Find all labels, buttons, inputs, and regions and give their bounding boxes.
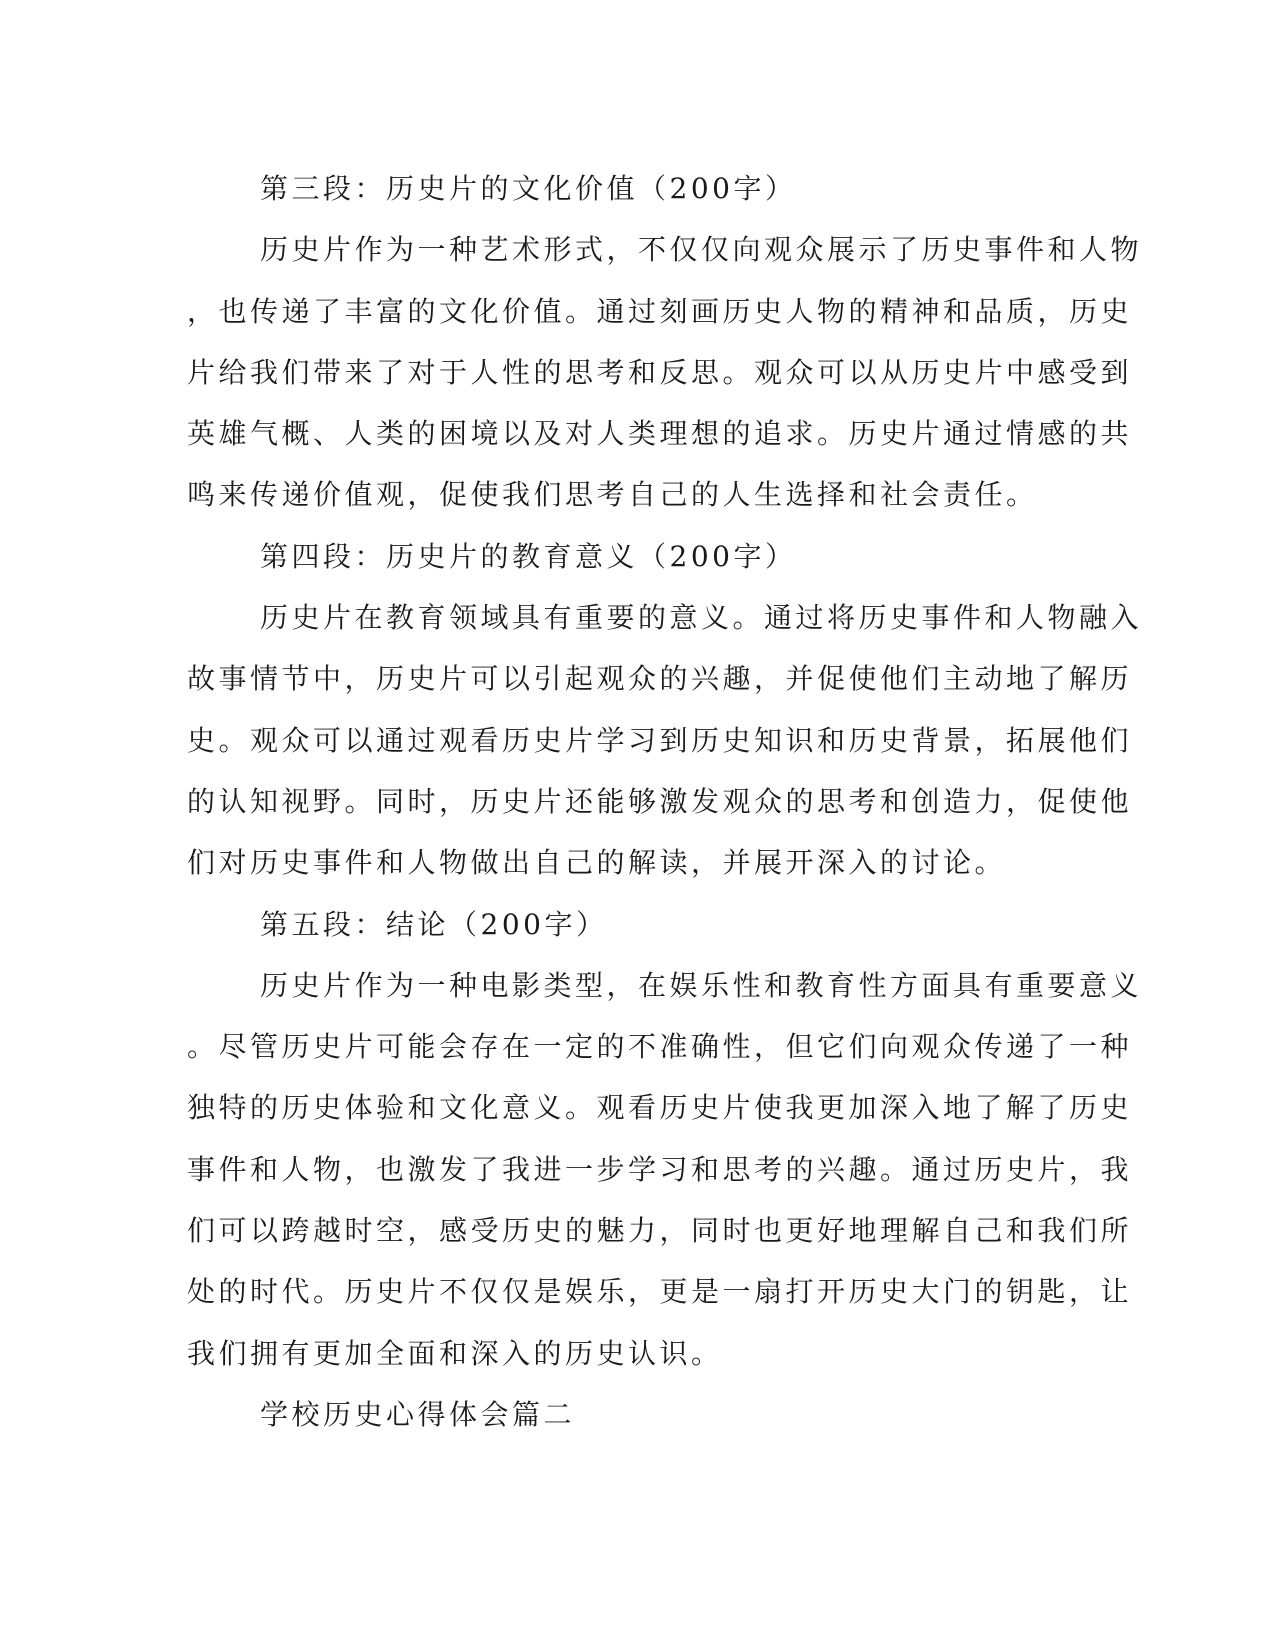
paragraph-line: 的认知视野。同时，历史片还能够激发观众的思考和创造力，促使他 bbox=[187, 784, 1133, 818]
paragraph-line: 我们拥有更加全面和深入的历史认识。 bbox=[187, 1336, 723, 1370]
paragraph-line: 鸣来传递价值观，促使我们思考自己的人生选择和社会责任。 bbox=[187, 478, 1038, 512]
paragraph-line: 。尽管历史片可能会存在一定的不准确性，但它们向观众传递了一种 bbox=[187, 1030, 1133, 1064]
paragraph-line: ，也传递了丰富的文化价值。通过刻画历史人物的精神和品质，历史 bbox=[187, 294, 1133, 328]
paragraph-line: 历史片作为一种艺术形式，不仅仅向观众展示了历史事件和人物 bbox=[260, 233, 1143, 267]
paragraph-line: 历史片作为一种电影类型，在娱乐性和教育性方面具有重要意义 bbox=[260, 968, 1143, 1002]
paragraph-line: 英雄气概、人类的困境以及对人类理想的追求。历史片通过情感的共 bbox=[187, 417, 1133, 451]
paragraph-line: 片给我们带来了对于人性的思考和反思。观众可以从历史片中感受到 bbox=[187, 355, 1133, 389]
paragraph-line: 故事情节中，历史片可以引起观众的兴趣，并促使他们主动地了解历 bbox=[187, 662, 1133, 696]
paragraph-line: 独特的历史体验和文化意义。观看历史片使我更加深入地了解了历史 bbox=[187, 1091, 1133, 1125]
paragraph-line: 史。观众可以通过观看历史片学习到历史知识和历史背景，拓展他们 bbox=[187, 723, 1133, 757]
document-body bbox=[187, 158, 1143, 1445]
paragraph-line: 处的时代。历史片不仅仅是娱乐，更是一扇打开历史大门的钥匙，让 bbox=[187, 1275, 1133, 1309]
section-heading: 第五段：结论（200字） bbox=[260, 907, 608, 941]
paragraph-line: 们可以跨越时空，感受历史的魅力，同时也更好地理解自己和我们所 bbox=[187, 1214, 1133, 1248]
paragraph-line: 历史片在教育领域具有重要的意义。通过将历史事件和人物融入 bbox=[260, 601, 1143, 635]
paragraph-line: 事件和人物，也激发了我进一步学习和思考的兴趣。通过历史片，我 bbox=[187, 1152, 1133, 1186]
paragraph-line: 们对历史事件和人物做出自己的解读，并展开深入的讨论。 bbox=[187, 846, 1007, 880]
article-title: 学校历史心得体会篇二 bbox=[260, 1397, 576, 1431]
section-heading: 第三段：历史片的文化价值（200字） bbox=[260, 172, 797, 205]
section-heading: 第四段：历史片的教育意义（200字） bbox=[260, 539, 797, 573]
